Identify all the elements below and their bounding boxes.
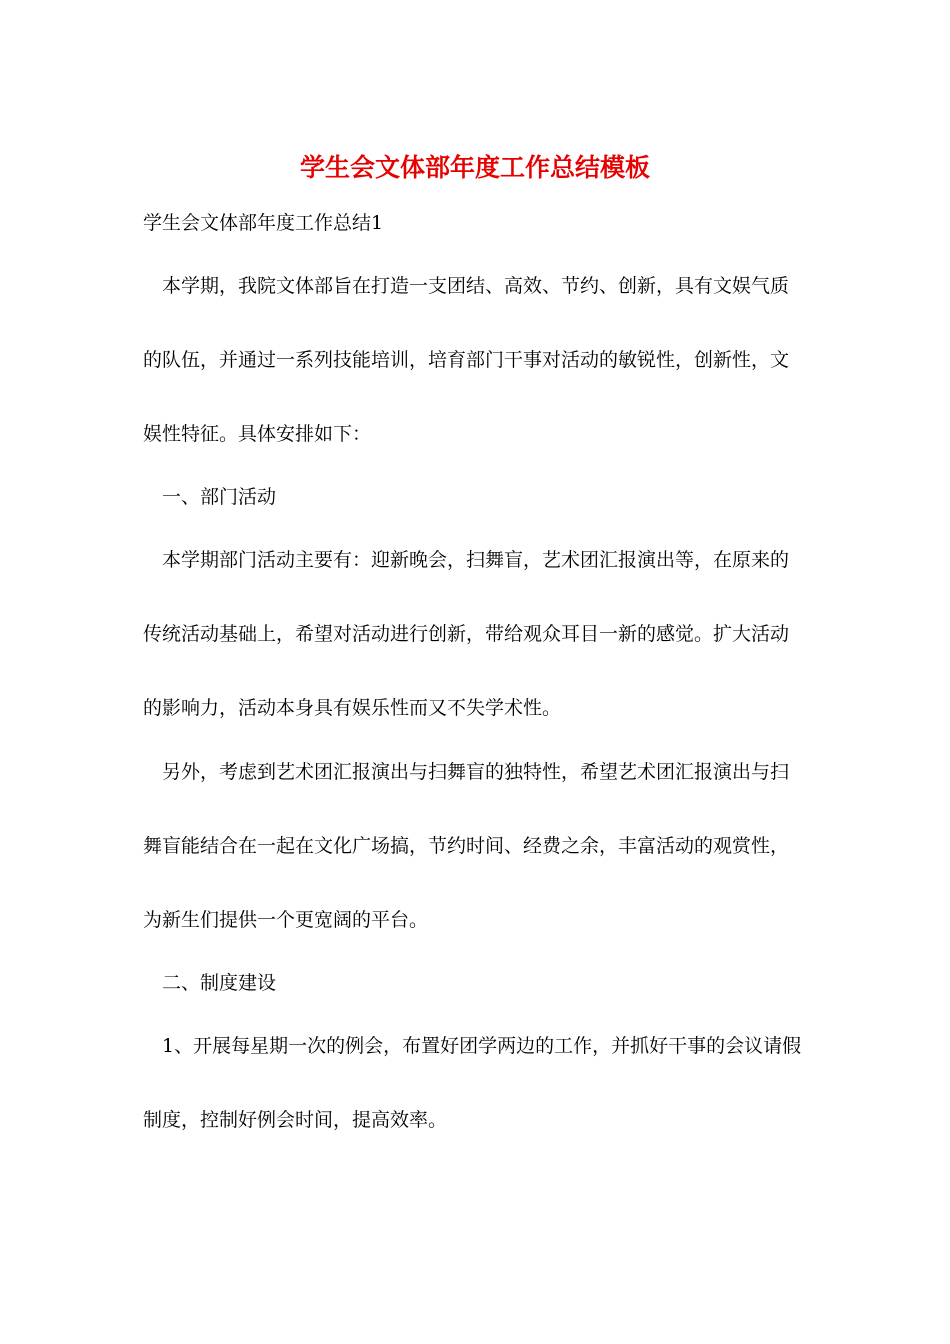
paragraph-2-line-1: 本学期部门活动主要有：迎新晚会，扫舞盲，艺术团汇报演出等，在原来的 (162, 549, 790, 571)
paragraph-1-line-1: 本学期，我院文体部旨在打造一支团结、高效、节约、创新，具有文娱气质 (162, 275, 790, 297)
subtitle (143, 208, 383, 238)
item-1-line-1 (162, 1031, 801, 1061)
paragraph-3-line-1: 另外，考虑到艺术团汇报演出与扫舞盲的独特性，希望艺术团汇报演出与扫 (162, 761, 790, 783)
document-title: 学生会文体部年度工作总结模板 (299, 153, 650, 182)
item-1-text: 、开展每星期一次的例会，布置好团学两边的工作，并抓好干事的会议请假 (174, 1035, 802, 1057)
paragraph-2-line-2: 传统活动基础上，希望对活动进行创新，带给观众耳目一新的感觉。扩大活动 (143, 623, 790, 645)
paragraph-3-line-2: 舞盲能结合在一起在文化广场搞，节约时间、经费之余，丰富活动的观赏性， (143, 835, 790, 857)
paragraph-3-line-3: 为新生们提供一个更宽阔的平台。 (143, 909, 429, 931)
paragraph-1-line-3: 娱性特征。具体安排如下： (143, 423, 372, 445)
subtitle-number: 1 (371, 212, 384, 234)
section-1-heading: 一、部门活动 (162, 486, 277, 508)
paragraph-1-line-2: 的队伍，并通过一系列技能培训，培育部门干事对活动的敏锐性，创新性，文 (143, 349, 790, 371)
paragraph-2-line-3: 的影响力，活动本身具有娱乐性而又不失学术性。 (143, 697, 562, 719)
item-1-number: 1 (162, 1035, 175, 1057)
subtitle-text: 学生会文体部年度工作总结 (143, 212, 372, 234)
item-1-line-2: 制度，控制好例会时间，提高效率。 (143, 1109, 448, 1131)
section-2-heading: 二、制度建设 (162, 972, 277, 994)
